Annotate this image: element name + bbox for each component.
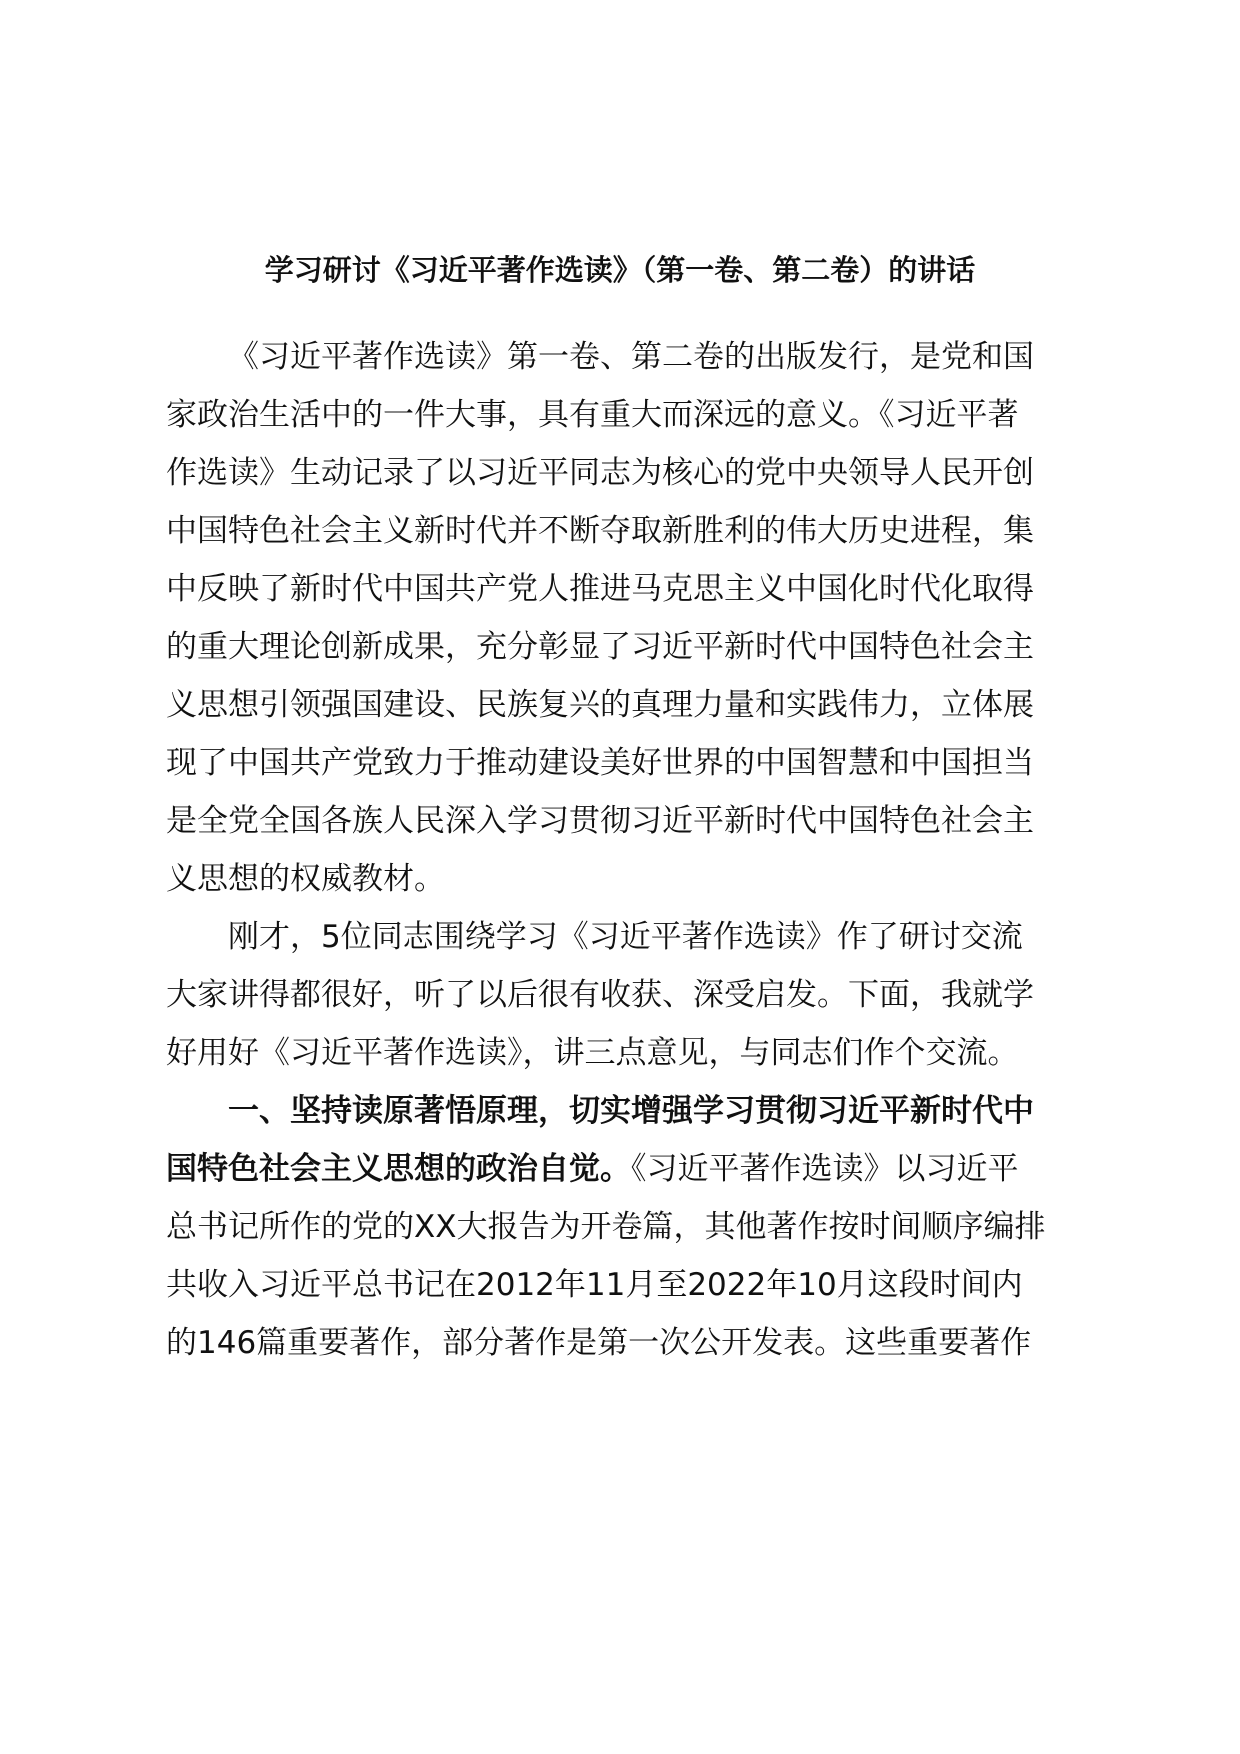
paragraph-3-line: 总书记所作的党的XX大报告为开卷篇，其他著作按时间顺序编排	[166, 1209, 1046, 1245]
paragraph-2-line: 大家讲得都很好，听了以后很有收获、深受启发。下面，我就学	[166, 977, 1034, 1013]
paragraph-1-line: 作选读》生动记录了以习近平同志为核心的党中央领导人民开创	[166, 455, 1034, 491]
section-heading-line: 一、坚持读原著悟原理，切实增强学习贯彻习近平新时代中	[228, 1093, 1034, 1129]
paragraph-3-line: 的146篇重要著作，部分著作是第一次公开发表。这些重要著作	[166, 1325, 1032, 1361]
paragraph-1-line: 义思想的权威教材。	[166, 861, 445, 897]
paragraph-1-line: 中反映了新时代中国共产党人推进马克思主义中国化时代化取得	[166, 571, 1034, 607]
paragraph-1-line: 的重大理论创新成果，充分彰显了习近平新时代中国特色社会主	[166, 629, 1034, 665]
paragraph-3-text: 《习近平著作选读》以习近平	[631, 1151, 1019, 1187]
paragraph-2-line: 好用好《习近平著作选读》，讲三点意见，与同志们作个交流。	[166, 1035, 1019, 1071]
paragraph-3-line	[166, 1147, 1019, 1191]
paragraph-1-line: 义思想引领强国建设、民族复兴的真理力量和实践伟力，立体展	[166, 687, 1034, 723]
paragraph-3-line: 共收入习近平总书记在2012年11月至2022年10月这段时间内	[166, 1267, 1023, 1303]
paragraph-1-line: 是全党全国各族人民深入学习贯彻习近平新时代中国特色社会主	[166, 803, 1034, 839]
paragraph-1-line: 中国特色社会主义新时代并不断夺取新胜利的伟大历史进程，集	[166, 513, 1034, 549]
paragraph-2-line: 刚才，5位同志围绕学习《习近平著作选读》作了研讨交流	[228, 919, 1023, 955]
section-heading-continuation: 国特色社会主义思想的政治自觉。	[166, 1151, 631, 1187]
paragraph-1-line: 家政治生活中的一件大事，具有重大而深远的意义。《习近平著	[166, 397, 1019, 433]
paragraph-1-line: 《习近平著作选读》第一卷、第二卷的出版发行，是党和国	[228, 339, 1034, 375]
paragraph-1-line: 现了中国共产党致力于推动建设美好世界的中国智慧和中国担当	[166, 745, 1034, 781]
document-title: 学习研讨《习近平著作选读》（第一卷、第二卷）的讲话	[264, 253, 976, 287]
